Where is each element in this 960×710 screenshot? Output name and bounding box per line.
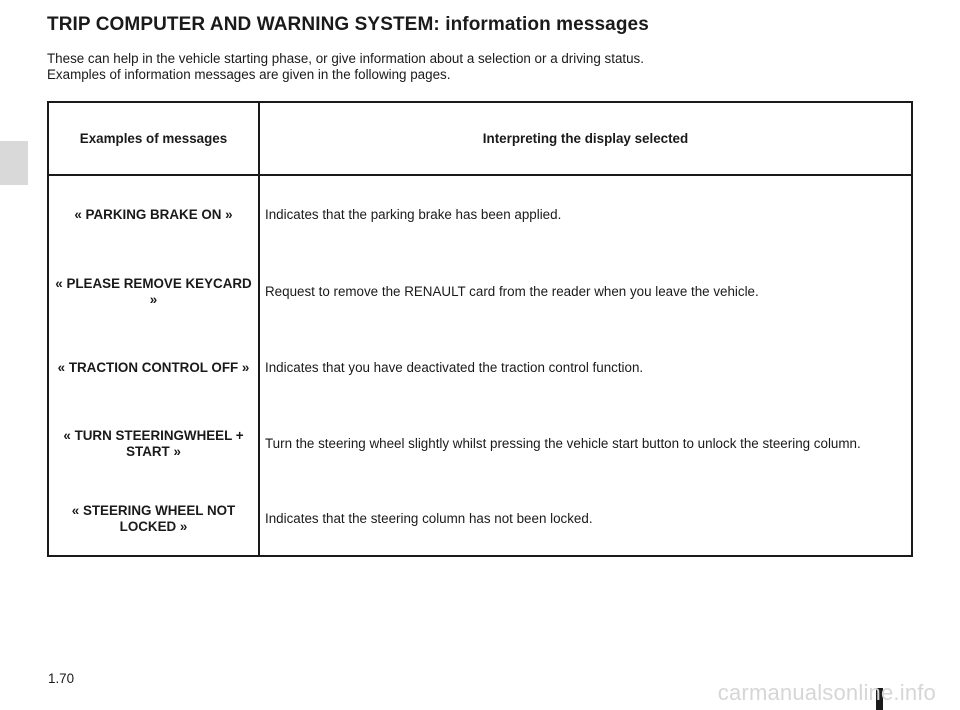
- intro-text: [47, 51, 927, 83]
- watermark: carmanualsonline.info: [717, 680, 936, 705]
- chapter-tab: [0, 141, 28, 185]
- table-row: [48, 330, 912, 406]
- header-interpreting: Interpreting the display selected: [259, 102, 912, 175]
- message-cell: « PARKING BRAKE ON »: [48, 175, 259, 254]
- interpretation-cell: Indicates that you have deactivated the traction control function.: [265, 360, 644, 375]
- messages-table: [47, 101, 913, 557]
- interpretation-cell: Turn the steering wheel slightly whilst pressing the vehicle start button to unlock the steering column.: [265, 436, 861, 451]
- interpretation-cell: Request to remove the RENAULT card from the reader when you leave the vehicle.: [265, 284, 759, 299]
- interpretation-cell: Indicates that the parking brake has been applied.: [265, 207, 562, 222]
- message-cell: « TRACTION CONTROL OFF »: [48, 330, 259, 406]
- message-cell: « TURN STEERINGWHEEL + START »: [48, 406, 259, 482]
- header-examples: Examples of messages: [48, 102, 259, 175]
- table-row: [48, 482, 912, 556]
- intro-line-2: Examples of information messages are given in the following pages.: [47, 67, 451, 82]
- table-header-row: [48, 102, 912, 175]
- intro-line-1: These can help in the vehicle starting phase, or give information about a selection or a driving status.: [47, 51, 644, 66]
- page-number: 1.70: [48, 671, 75, 686]
- table-row: [48, 254, 912, 330]
- page-title: TRIP COMPUTER AND WARNING SYSTEM: information messages: [47, 14, 649, 35]
- message-cell: « STEERING WHEEL NOT LOCKED »: [48, 482, 259, 556]
- table-row: [48, 175, 912, 254]
- table-row: [48, 406, 912, 482]
- interpretation-cell: Indicates that the steering column has not been locked.: [265, 510, 593, 526]
- message-cell: « PLEASE REMOVE KEYCARD »: [48, 254, 259, 330]
